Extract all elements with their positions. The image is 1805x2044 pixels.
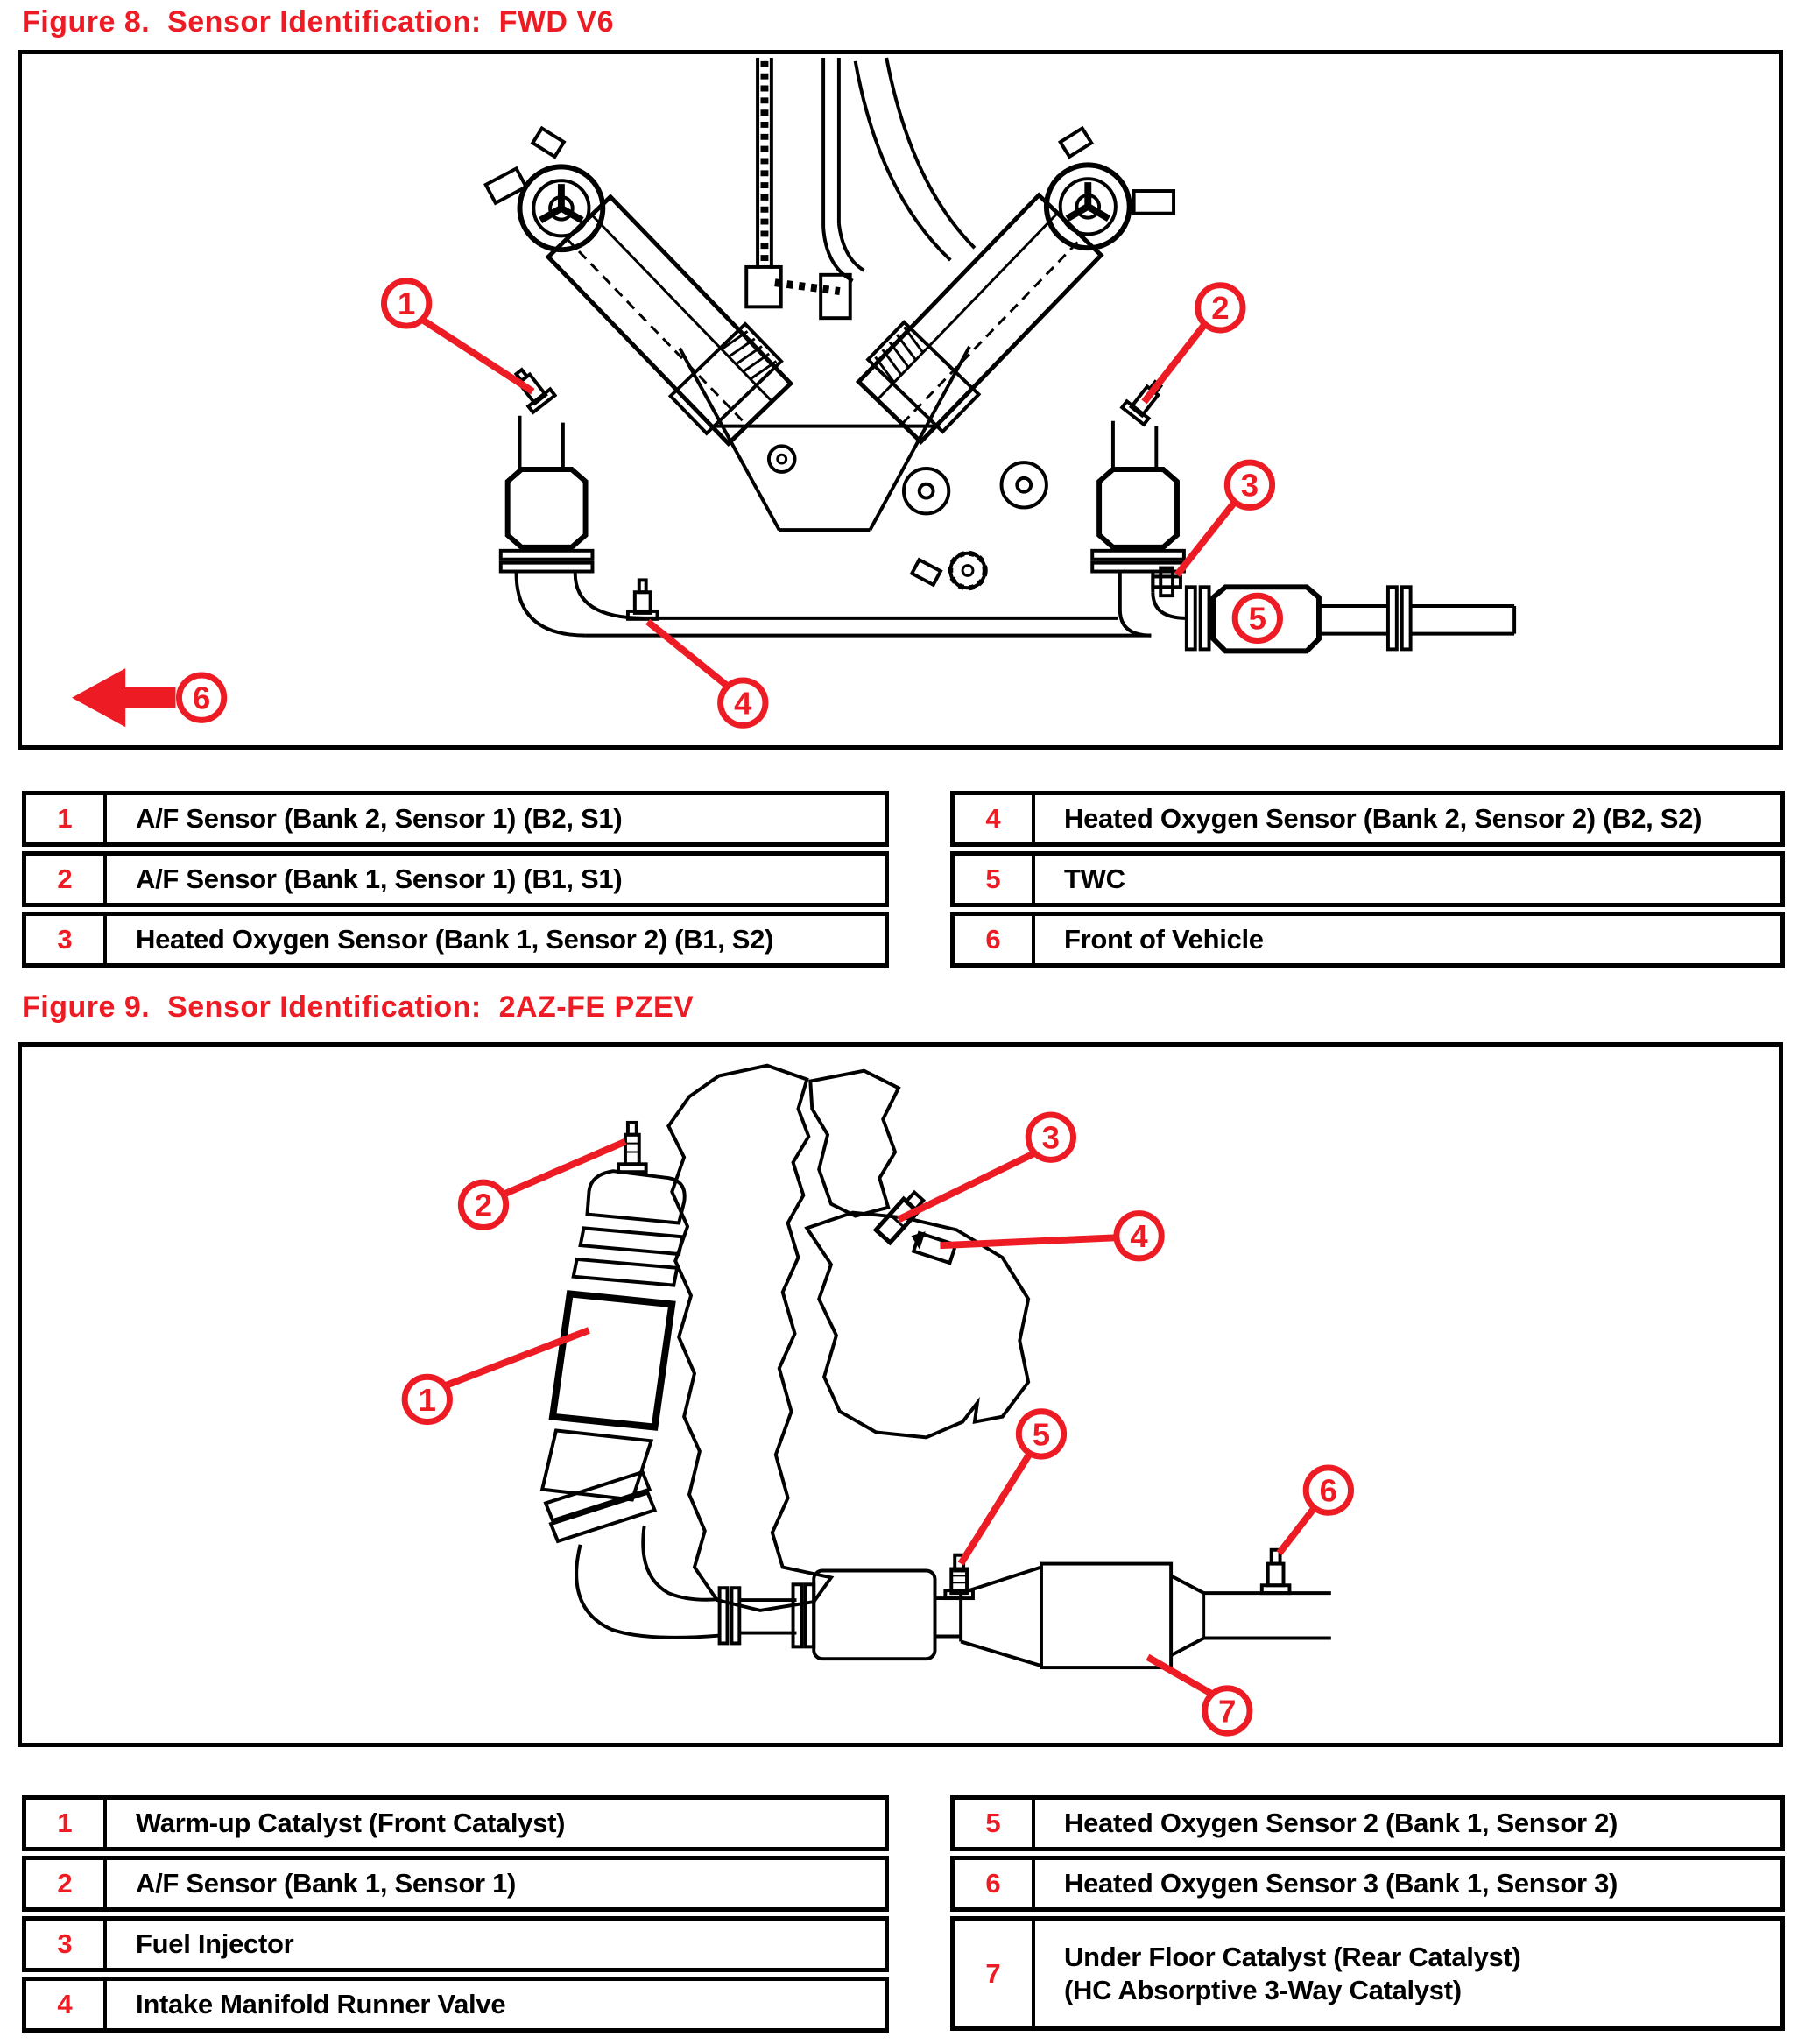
callout-7 <box>1205 1688 1250 1733</box>
bottom-exhaust-pipe <box>586 618 1152 636</box>
svg-text:5: 5 <box>1248 600 1266 637</box>
callout-1 <box>384 281 428 326</box>
callout-2 <box>1198 285 1243 330</box>
legend-row: 6 Front of Vehicle <box>950 912 1785 968</box>
svg-text:4: 4 <box>1130 1218 1148 1255</box>
engine-outline <box>668 1066 1028 1611</box>
legend-row: 3 Heated Oxygen Sensor (Bank 1, Sensor 2) (B1, S2) <box>22 912 889 968</box>
callout-2 <box>461 1182 505 1227</box>
legend-row: 1 A/F Sensor (Bank 2, Sensor 1) (B2, S1) <box>22 791 889 847</box>
callout-4 <box>1117 1214 1161 1258</box>
legend-row: 5 Heated Oxygen Sensor 2 (Bank 1, Sensor 2) <box>950 1795 1785 1851</box>
figure8-legend-right <box>950 791 1785 972</box>
engine-center-block <box>680 347 1047 589</box>
af-sensor-b1s1-marker <box>618 1123 646 1172</box>
figure8-title: Figure 8. Sensor Identification: FWD V6 <box>22 5 615 39</box>
figure8-legend-left <box>22 791 889 972</box>
svg-text:2: 2 <box>474 1187 493 1223</box>
left-exhaust-catalyst <box>501 416 645 636</box>
legend-row: 2 A/F Sensor (Bank 1, Sensor 1) <box>22 1856 889 1912</box>
legend-row: 4 Intake Manifold Runner Valve <box>22 1977 889 2033</box>
timing-chain-lines <box>746 58 975 318</box>
callout-4 <box>721 680 765 725</box>
svg-text:6: 6 <box>192 680 211 716</box>
svg-text:5: 5 <box>1032 1416 1051 1453</box>
svg-text:1: 1 <box>418 1381 436 1418</box>
right-cam-pulley <box>1047 128 1174 248</box>
figure9-legend-right <box>950 1795 1785 2035</box>
figure9-diagram-frame <box>18 1042 1783 1747</box>
right-exhaust-catalyst <box>1092 421 1187 636</box>
svg-text:3: 3 <box>1240 467 1259 504</box>
svg-text:1: 1 <box>397 285 416 322</box>
figure8-diagram-frame <box>18 50 1783 750</box>
under-floor-catalyst <box>1041 1564 1171 1668</box>
legend-row: 3 Fuel Injector <box>22 1916 889 1972</box>
svg-text:7: 7 <box>1218 1693 1237 1730</box>
svg-text:6: 6 <box>1319 1472 1338 1509</box>
fwd-v6-engine-diagram <box>22 54 1779 745</box>
figure9-title: Figure 9. Sensor Identification: 2AZ-FE PZEV <box>22 990 695 1024</box>
svg-text:2: 2 <box>1211 290 1230 327</box>
callout-6 <box>1306 1468 1350 1512</box>
legend-row: 2 A/F Sensor (Bank 1, Sensor 1) (B1, S1) <box>22 851 889 907</box>
legend-row: 6 Heated Oxygen Sensor 3 (Bank 1, Sensor 3) <box>950 1856 1785 1912</box>
pzev-engine-diagram <box>22 1047 1779 1743</box>
figure9-callouts <box>405 1115 1350 1733</box>
legend-row: 1 Warm-up Catalyst (Front Catalyst) <box>22 1795 889 1851</box>
heated-o2-sensor-3-marker <box>1262 1550 1290 1593</box>
legend-row: 4 Heated Oxygen Sensor (Bank 2, Sensor 2) (B2, S2) <box>950 791 1785 847</box>
svg-text:3: 3 <box>1041 1119 1061 1156</box>
heated-o2-sensor-b2s2-marker <box>628 580 658 618</box>
callout-6 <box>179 675 223 720</box>
left-cam-pulley <box>486 128 603 250</box>
callout-5 <box>1235 596 1280 640</box>
underfloor-exhaust-line <box>720 1568 1331 1667</box>
legend-row: 7 Under Floor Catalyst (Rear Catalyst) (HC Absorptive 3-Way Catalyst) <box>950 1916 1785 2031</box>
svg-text:4: 4 <box>734 685 752 722</box>
callout-3 <box>1227 462 1272 507</box>
figure9-legend-left <box>22 1795 889 2037</box>
legend-row: 5 TWC <box>950 851 1785 907</box>
callout-1 <box>405 1377 449 1421</box>
callout-3 <box>1028 1115 1073 1159</box>
callout-5 <box>1019 1412 1063 1456</box>
front-of-vehicle-arrow <box>72 668 175 727</box>
